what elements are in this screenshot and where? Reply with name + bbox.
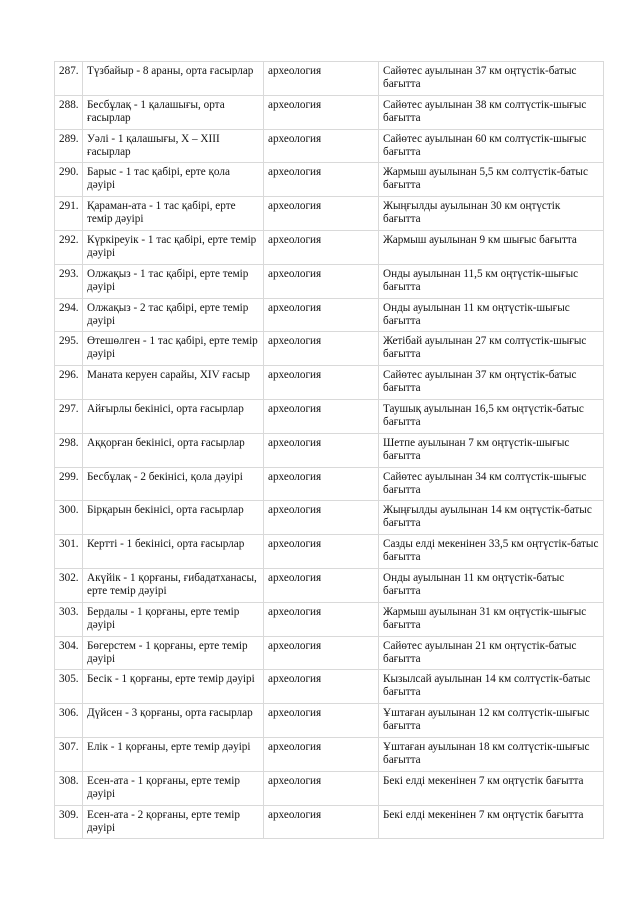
row-number: 293. xyxy=(55,264,83,298)
row-number: 304. xyxy=(55,636,83,670)
monument-name: Бесбұлақ - 1 қалашығы, орта ғасырлар xyxy=(83,95,264,129)
monuments-table xyxy=(54,61,604,839)
row-number: 296. xyxy=(55,366,83,400)
table-row xyxy=(55,602,604,636)
row-number: 299. xyxy=(55,467,83,501)
monument-location: Сайөтес ауылынан 60 км солтүстік-шығыс бағытта xyxy=(379,129,604,163)
monument-type: археология xyxy=(264,568,379,602)
monument-location: Жармыш ауылынан 5,5 км солтүстік-батыс бағытта xyxy=(379,163,604,197)
table-row xyxy=(55,501,604,535)
table-row xyxy=(55,129,604,163)
table-row xyxy=(55,332,604,366)
monument-type: археология xyxy=(264,366,379,400)
monument-location: Кызылсай ауылынан 14 км солтүстік-батыс бағытта xyxy=(379,670,604,704)
monument-name: Есен-ата - 1 қорғаны, ерте темір дәуірі xyxy=(83,771,264,805)
monument-location: Шетпе ауылынан 7 км оңтүстік-шығыс бағытта xyxy=(379,433,604,467)
monument-location: Жыңғылды ауылынан 14 км оңтүстік-батыс бағытта xyxy=(379,501,604,535)
table-row xyxy=(55,163,604,197)
table-row xyxy=(55,95,604,129)
monument-name: Айғырлы бекінісі, орта ғасырлар xyxy=(83,399,264,433)
monument-type: археология xyxy=(264,129,379,163)
table-row xyxy=(55,366,604,400)
monument-location: Онды ауылынан 11,5 км оңтүстік-шығыс бағытта xyxy=(379,264,604,298)
table-row xyxy=(55,298,604,332)
monument-type: археология xyxy=(264,805,379,839)
table-row xyxy=(55,264,604,298)
monument-location: Ұштаған ауылынан 18 км солтүстік-шығыс бағытта xyxy=(379,737,604,771)
monument-location: Сайөтес ауылынан 21 км оңтүстік-батыс бағытта xyxy=(379,636,604,670)
table-row xyxy=(55,636,604,670)
row-number: 292. xyxy=(55,230,83,264)
monument-name: Кертті - 1 бекінісі, орта ғасырлар xyxy=(83,535,264,569)
table-row xyxy=(55,670,604,704)
monument-location: Сайөтес ауылынан 37 км оңтүстік-батыс бағытта xyxy=(379,366,604,400)
monument-name: Бердалы - 1 қорғаны, ерте темір дәуірі xyxy=(83,602,264,636)
row-number: 301. xyxy=(55,535,83,569)
row-number: 308. xyxy=(55,771,83,805)
table-row xyxy=(55,399,604,433)
monument-type: археология xyxy=(264,399,379,433)
monument-name: Күркіреуік - 1 тас қабірі, ерте темір дәуірі xyxy=(83,230,264,264)
monument-location: Сайөтес ауылынан 34 км солтүстік-шығыс бағытта xyxy=(379,467,604,501)
row-number: 302. xyxy=(55,568,83,602)
monument-name: Бесік - 1 қорғаны, ерте темір дәуірі xyxy=(83,670,264,704)
monument-name: Есен-ата - 2 қорғаны, ерте темір дәуірі xyxy=(83,805,264,839)
monument-name: Дүйсен - 3 қорғаны, орта ғасырлар xyxy=(83,704,264,738)
row-number: 290. xyxy=(55,163,83,197)
monument-name: Олжақыз - 2 тас қабірі, ерте темір дәуірі xyxy=(83,298,264,332)
monument-name: Бөгерстем - 1 қорғаны, ерте темір дәуірі xyxy=(83,636,264,670)
monument-name: Өтешөлген - 1 тас қабірі, ерте темір дәуірі xyxy=(83,332,264,366)
monument-location: Жармыш ауылынан 31 км оңтүстік-шығыс бағытта xyxy=(379,602,604,636)
monument-name: Акүйік - 1 қорғаны, ғибадатханасы, ерте темір дәуірі xyxy=(83,568,264,602)
monument-name: Уәлі - 1 қалашығы, Х – ХІІІ ғасырлар xyxy=(83,129,264,163)
monument-location: Онды ауылынан 11 км оңтүстік-шығыс бағытта xyxy=(379,298,604,332)
monument-type: археология xyxy=(264,535,379,569)
monument-location: Таушық ауылынан 16,5 км оңтүстік-батыс бағытта xyxy=(379,399,604,433)
monument-location: Бекі елді мекенінен 7 км оңтүстік бағытта xyxy=(379,771,604,805)
monument-name: Маната керуен сарайы, XIV ғасыр xyxy=(83,366,264,400)
monument-location: Жармыш ауылынан 9 км шығыс бағытта xyxy=(379,230,604,264)
table-row xyxy=(55,230,604,264)
table-row xyxy=(55,771,604,805)
monument-type: археология xyxy=(264,467,379,501)
monument-name: Елік - 1 қорғаны, ерте темір дәуірі xyxy=(83,737,264,771)
table-row xyxy=(55,433,604,467)
monument-name: Бесбұлақ - 2 бекінісі, қола дәуірі xyxy=(83,467,264,501)
monument-type: археология xyxy=(264,264,379,298)
monument-type: археология xyxy=(264,163,379,197)
row-number: 289. xyxy=(55,129,83,163)
table-body xyxy=(55,62,604,839)
row-number: 297. xyxy=(55,399,83,433)
monument-type: археология xyxy=(264,636,379,670)
monument-location: Сайөтес ауылынан 37 км оңтүстік-батыс бағытта xyxy=(379,62,604,96)
monument-type: археология xyxy=(264,704,379,738)
monument-name: Қараман-ата - 1 тас қабірі, ерте темір дәуірі xyxy=(83,197,264,231)
table-row xyxy=(55,704,604,738)
monument-location: Бекі елді мекенінен 7 км оңтүстік бағытта xyxy=(379,805,604,839)
table-row xyxy=(55,467,604,501)
row-number: 303. xyxy=(55,602,83,636)
monument-location: Ұштаған ауылынан 12 км солтүстік-шығыс бағытта xyxy=(379,704,604,738)
monument-location: Онды ауылынан 11 км оңтүстік-батыс бағытта xyxy=(379,568,604,602)
monument-type: археология xyxy=(264,771,379,805)
monument-type: археология xyxy=(264,95,379,129)
row-number: 291. xyxy=(55,197,83,231)
monument-type: археология xyxy=(264,670,379,704)
row-number: 298. xyxy=(55,433,83,467)
monument-type: археология xyxy=(264,332,379,366)
row-number: 305. xyxy=(55,670,83,704)
monument-type: археология xyxy=(264,501,379,535)
monument-type: археология xyxy=(264,737,379,771)
monument-type: археология xyxy=(264,298,379,332)
monument-location: Жетібай ауылынан 27 км солтүстік-шығыс бағытта xyxy=(379,332,604,366)
monument-type: археология xyxy=(264,197,379,231)
row-number: 307. xyxy=(55,737,83,771)
table-row xyxy=(55,62,604,96)
row-number: 295. xyxy=(55,332,83,366)
row-number: 300. xyxy=(55,501,83,535)
table-row xyxy=(55,535,604,569)
table-row xyxy=(55,737,604,771)
monument-name: Түзбайыр - 8 араны, орта ғасырлар xyxy=(83,62,264,96)
monument-location: Сазды елді мекенінен 33,5 км оңтүстік-батыс бағытта xyxy=(379,535,604,569)
monument-name: Барыс - 1 тас қабірі, ерте қола дәуірі xyxy=(83,163,264,197)
monument-type: археология xyxy=(264,230,379,264)
row-number: 306. xyxy=(55,704,83,738)
row-number: 309. xyxy=(55,805,83,839)
monument-type: археология xyxy=(264,62,379,96)
monument-name: Олжақыз - 1 тас қабірі, ерте темір дәуірі xyxy=(83,264,264,298)
table-row xyxy=(55,197,604,231)
table-row xyxy=(55,805,604,839)
row-number: 294. xyxy=(55,298,83,332)
monument-type: археология xyxy=(264,602,379,636)
monument-name: Аққорған бекінісі, орта ғасырлар xyxy=(83,433,264,467)
table-row xyxy=(55,568,604,602)
row-number: 287. xyxy=(55,62,83,96)
row-number: 288. xyxy=(55,95,83,129)
monument-location: Жыңғылды ауылынан 30 км оңтүстік бағытта xyxy=(379,197,604,231)
monument-location: Сайөтес ауылынан 38 км солтүстік-шығыс бағытта xyxy=(379,95,604,129)
monument-type: археология xyxy=(264,433,379,467)
monument-name: Бірқарын бекінісі, орта ғасырлар xyxy=(83,501,264,535)
